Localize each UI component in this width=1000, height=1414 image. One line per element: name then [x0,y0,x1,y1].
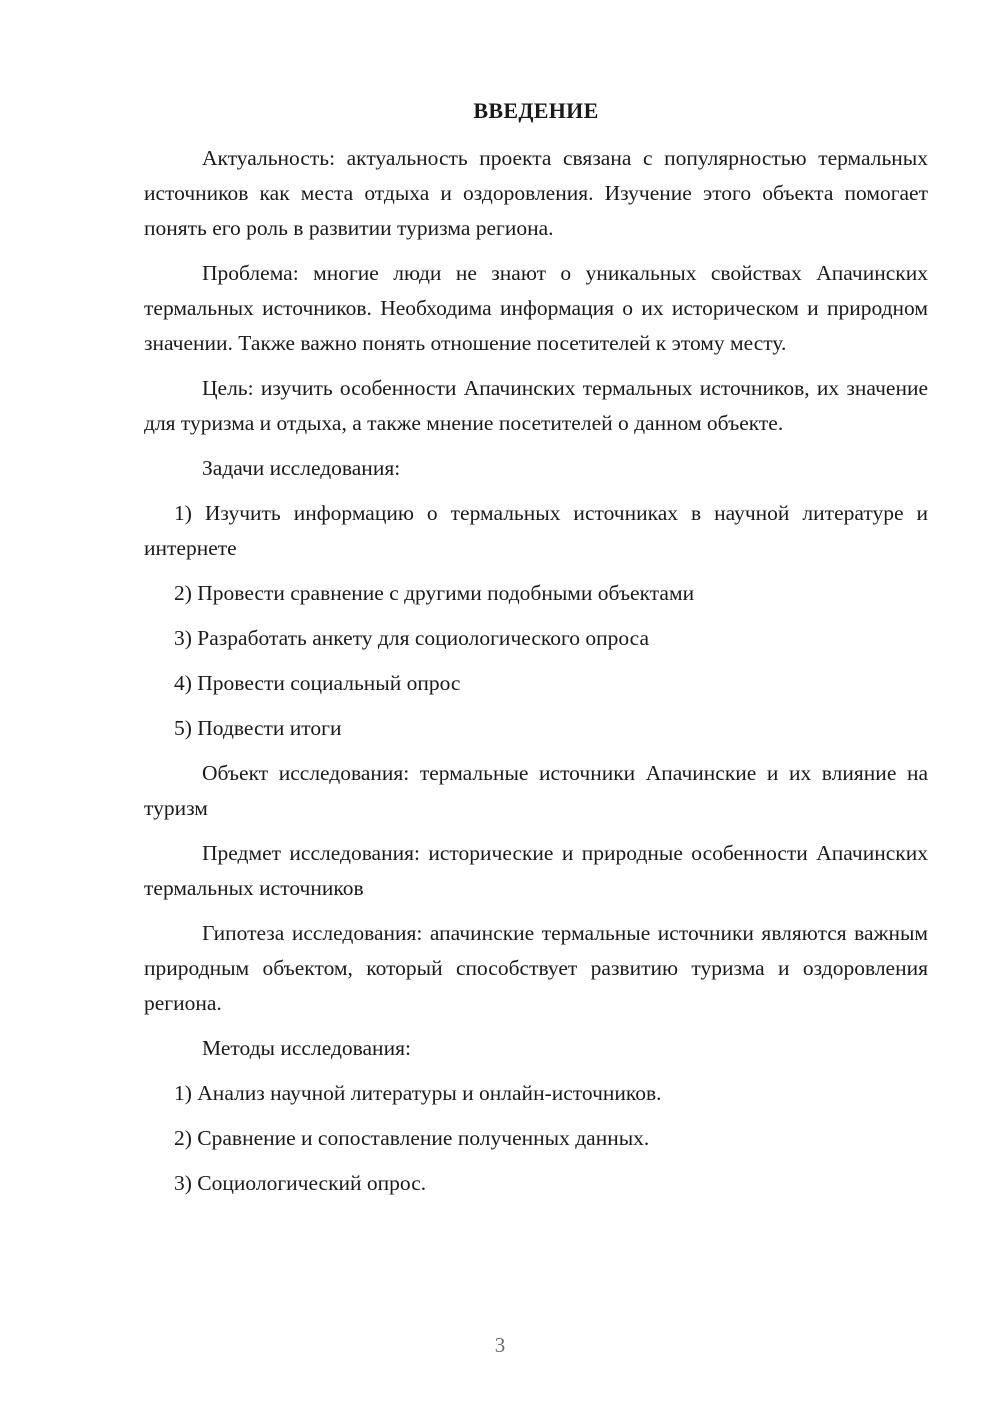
task-item-4: 4) Провести социальный опрос [174,671,461,695]
goal-paragraph: Цель: изучить особенности Апачинских термальных источников, их значение для туризма и отдыха, а также мнение посетителей о данном объекте. [144,376,928,435]
subject-paragraph: Предмет исследования: исторические и природные особенности Апачинских термальных источников [144,841,928,900]
relevance-paragraph: Актуальность: актуальность проекта связана с популярностью термальных источников как места отдыха и оздоровления. Изучение этого объекта помогает понять его роль в развитии туризма региона. [144,146,928,240]
method-item-2: 2) Сравнение и сопоставление полученных данных. [174,1126,650,1150]
method-item-3: 3) Социологический опрос. [174,1171,427,1195]
problem-paragraph: Проблема: многие люди не знают о уникальных свойствах Апачинских термальных источников. Необходима информация о их историческом и природном значении. Также важно понять отношение посетителей к этому месту. [144,261,928,355]
method-item-1: 1) Анализ научной литературы и онлайн-источников. [174,1081,662,1105]
task-item-1: 1) Изучить информацию о термальных источниках в научной литературе и интернете [144,501,928,560]
tasks-title: Задачи исследования: [202,456,401,480]
page-number: 3 [494,1333,506,1357]
task-item-3: 3) Разработать анкету для социологического опроса [174,626,650,650]
task-item-2: 2) Провести сравнение с другими подобными объектами [174,581,695,605]
object-paragraph: Объект исследования: термальные источники Апачинские и их влияние на туризм [144,761,928,820]
page-title: ВВЕДЕНИЕ [473,98,599,123]
hypothesis-paragraph: Гипотеза исследования: апачинские термальные источники являются важным природным объектом, который способствует развитию туризма и оздоровления региона. [144,921,928,1015]
methods-title: Методы исследования: [202,1036,411,1060]
document-page [144,95,928,1211]
task-item-5: 5) Подвести итоги [174,716,342,740]
